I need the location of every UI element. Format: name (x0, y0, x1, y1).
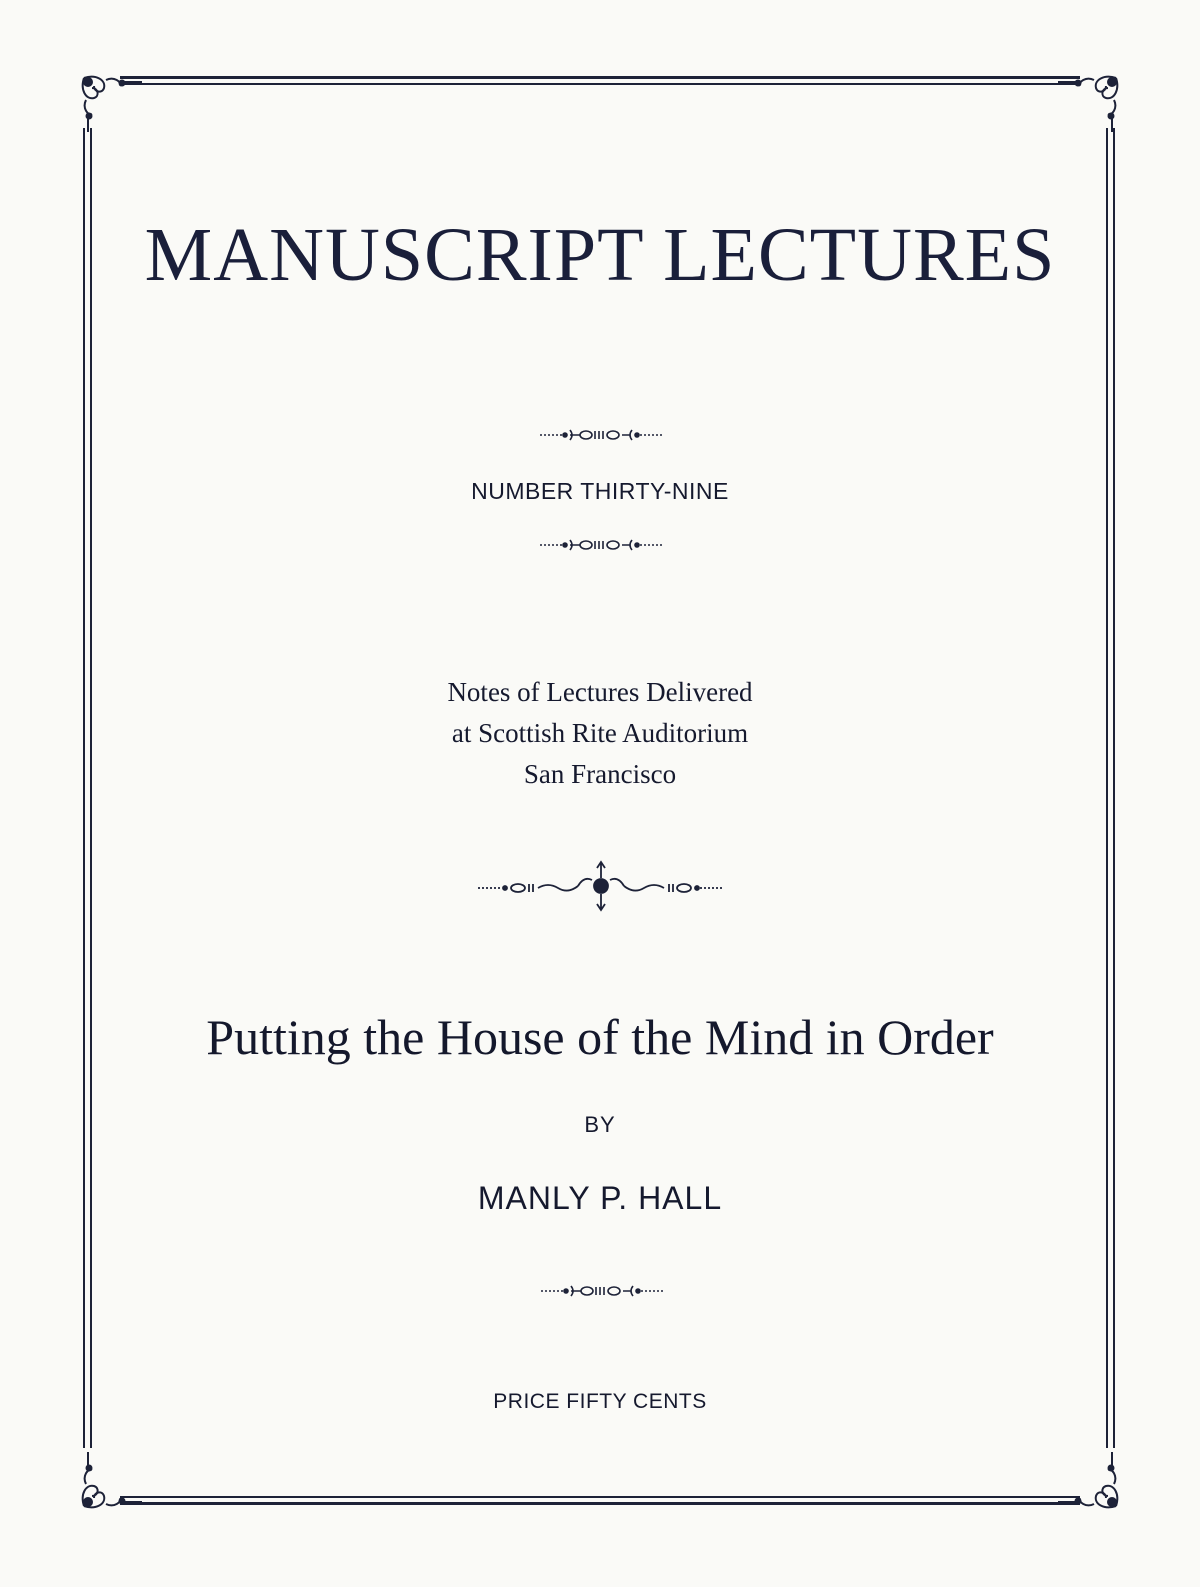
price-label: PRICE FIFTY CENTS (493, 1390, 707, 1413)
small-ornament-icon (541, 1284, 663, 1298)
corner-ornament-icon (1054, 1444, 1124, 1514)
lecture-title: Putting the House of the Mind in Order (206, 1009, 994, 1065)
small-ornament-icon (540, 538, 662, 552)
border-top-inner (120, 83, 1080, 85)
notes-line-1: Notes of Lectures Delivered (447, 677, 753, 707)
notes-block (0, 672, 1200, 795)
author-name: MANLY P. HALL (477, 1180, 723, 1216)
lecture-number: NUMBER THIRTY-NINE (471, 478, 729, 504)
border-top-outer (120, 76, 1080, 79)
series-title: MANUSCRIPT LECTURES (144, 213, 1056, 297)
border-bottom-outer (120, 1502, 1080, 1505)
corner-ornament-icon (1054, 70, 1124, 140)
by-label: BY (584, 1112, 616, 1137)
border-bottom-inner (120, 1496, 1080, 1498)
corner-ornament-icon (76, 70, 146, 140)
small-ornament-icon (540, 428, 662, 442)
notes-line-3: San Francisco (523, 759, 677, 789)
notes-line-2: at Scottish Rite Auditorium (451, 718, 749, 748)
corner-ornament-icon (76, 1444, 146, 1514)
large-fleuron-icon (478, 858, 724, 912)
